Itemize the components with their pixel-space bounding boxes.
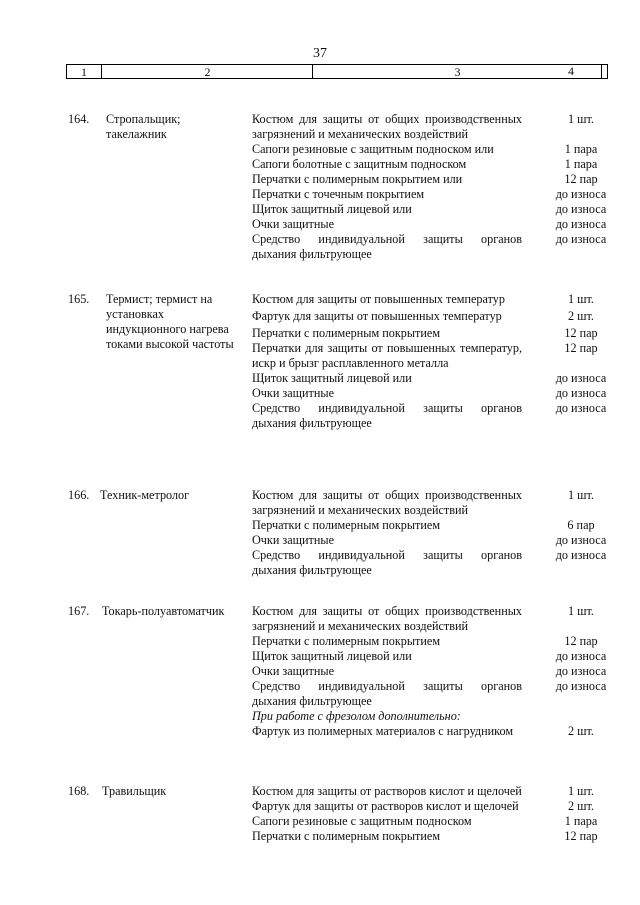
ppe-name: Перчатки с полимерным покрытием bbox=[252, 326, 441, 340]
profession-title: Техник-метролог bbox=[100, 488, 190, 502]
ppe-quantity: до износа bbox=[555, 202, 607, 216]
ppe-quantity: 12 пар bbox=[564, 634, 598, 648]
column-header-4: 4 bbox=[568, 64, 574, 78]
ppe-name: Очки защитные bbox=[252, 664, 334, 678]
ppe-item bbox=[252, 518, 595, 533]
ppe-item bbox=[252, 187, 607, 202]
ppe-quantity: 1 шт. bbox=[568, 488, 594, 502]
ppe-item bbox=[252, 799, 594, 814]
ppe-item bbox=[252, 217, 607, 232]
ppe-name: Костюм для защиты от общих производственных загрязнений и механических воздействий bbox=[252, 488, 522, 517]
ppe-item bbox=[252, 371, 607, 386]
ppe-note bbox=[252, 709, 522, 724]
profession-title: Термист; термист на установках индукционного нагрева токами высокой частоты bbox=[106, 292, 234, 351]
ppe-list bbox=[252, 112, 607, 262]
ppe-name: Фартук для защиты от растворов кислот и щелочей bbox=[252, 799, 519, 813]
ppe-item bbox=[252, 172, 598, 187]
ppe-quantity: 1 шт. bbox=[568, 292, 594, 306]
ppe-name: Средство индивидуальной защиты органов дыхания фильтрующее bbox=[252, 548, 522, 577]
ppe-name: Сапоги болотные с защитным подноском bbox=[252, 157, 467, 171]
ppe-quantity: 12 пар bbox=[564, 326, 598, 340]
ppe-quantity: до износа bbox=[555, 664, 607, 678]
ppe-item bbox=[252, 232, 607, 262]
ppe-note-text: При работе с фрезолом дополнительно: bbox=[252, 709, 461, 723]
ppe-name: Костюм для защиты от растворов кислот и щелочей bbox=[252, 784, 522, 798]
profession-title: Стропальщик; такелажник bbox=[106, 112, 181, 141]
ppe-quantity: до износа bbox=[555, 232, 607, 246]
ppe-name: Костюм для защиты от общих производственных загрязнений и механических воздействий bbox=[252, 112, 522, 141]
ppe-name: Фартук из полимерных материалов с нагрудником bbox=[252, 724, 514, 738]
ppe-quantity: до износа bbox=[555, 386, 607, 400]
ppe-quantity: 1 шт. bbox=[568, 604, 594, 618]
ppe-name: Средство индивидуальной защиты органов дыхания фильтрующее bbox=[252, 232, 522, 261]
ppe-item bbox=[252, 401, 607, 431]
ppe-list bbox=[252, 488, 607, 578]
ppe-name: Щиток защитный лицевой или bbox=[252, 371, 412, 385]
entry-number: 167. bbox=[68, 604, 90, 618]
ppe-quantity: 1 шт. bbox=[568, 112, 594, 126]
ppe-item bbox=[252, 533, 607, 548]
ppe-name: Фартук для защиты от повышенных температур bbox=[252, 309, 502, 323]
ppe-name: Щиток защитный лицевой или bbox=[252, 649, 412, 663]
ppe-quantity: 1 пара bbox=[564, 157, 598, 171]
ppe-item bbox=[252, 604, 594, 634]
ppe-quantity: 1 шт. bbox=[568, 784, 594, 798]
ppe-name: Костюм для защиты от повышенных температур bbox=[252, 292, 505, 306]
ppe-name: Перчатки с точечным покрытием bbox=[252, 187, 425, 201]
ppe-item bbox=[252, 829, 598, 844]
column-header-3: 3 bbox=[312, 65, 602, 78]
ppe-item bbox=[252, 548, 607, 578]
ppe-item bbox=[252, 814, 598, 829]
ppe-item bbox=[252, 634, 598, 649]
ppe-quantity: до износа bbox=[555, 533, 607, 547]
ppe-quantity: 2 шт. bbox=[568, 309, 594, 323]
entry-number: 165. bbox=[68, 292, 90, 306]
column-header-1: 1 bbox=[81, 65, 87, 79]
ppe-quantity: до износа bbox=[555, 217, 607, 231]
ppe-name: Перчатки с полимерным покрытием bbox=[252, 829, 441, 843]
ppe-item bbox=[252, 679, 607, 709]
ppe-quantity: до износа bbox=[555, 187, 607, 201]
ppe-quantity: до износа bbox=[555, 401, 607, 415]
ppe-name: Очки защитные bbox=[252, 533, 334, 547]
ppe-name: Очки защитные bbox=[252, 386, 334, 400]
ppe-quantity: 12 пар bbox=[564, 341, 598, 355]
ppe-quantity: 6 пар bbox=[567, 518, 595, 532]
ppe-item bbox=[252, 292, 594, 307]
ppe-item bbox=[252, 386, 607, 401]
ppe-quantity: 12 пар bbox=[564, 172, 598, 186]
column-header-2: 2 bbox=[101, 65, 313, 78]
ppe-list bbox=[252, 784, 598, 844]
ppe-quantity: 12 пар bbox=[564, 829, 598, 843]
ppe-item bbox=[252, 488, 594, 518]
profession-title: Токарь-полуавтоматчик bbox=[102, 604, 225, 618]
ppe-item bbox=[252, 341, 598, 371]
ppe-name: Средство индивидуальной защиты органов дыхания фильтрующее bbox=[252, 401, 522, 430]
ppe-item bbox=[252, 784, 594, 799]
ppe-item bbox=[252, 649, 607, 664]
ppe-name: Перчатки с полимерным покрытием bbox=[252, 634, 441, 648]
ppe-quantity: 1 пара bbox=[564, 814, 598, 828]
ppe-quantity: 1 пара bbox=[564, 142, 598, 156]
ppe-item bbox=[252, 142, 598, 157]
entry-number: 168. bbox=[68, 784, 90, 798]
ppe-quantity: 2 шт. bbox=[568, 799, 594, 813]
ppe-item bbox=[252, 664, 607, 679]
ppe-list bbox=[252, 604, 607, 739]
ppe-quantity: 2 шт. bbox=[568, 724, 594, 738]
entry-number: 166. bbox=[68, 488, 90, 502]
ppe-quantity: до износа bbox=[555, 649, 607, 663]
ppe-item bbox=[252, 157, 598, 172]
profession-title: Травильщик bbox=[102, 784, 167, 798]
ppe-name: Средство индивидуальной защиты органов дыхания фильтрующее bbox=[252, 679, 522, 708]
ppe-list bbox=[252, 292, 607, 431]
ppe-name: Костюм для защиты от общих производственных загрязнений и механических воздействий bbox=[252, 604, 522, 633]
ppe-item bbox=[252, 724, 594, 739]
ppe-item bbox=[252, 202, 607, 217]
ppe-name: Перчатки с полимерным покрытием bbox=[252, 518, 441, 532]
ppe-item bbox=[252, 326, 598, 341]
ppe-name: Очки защитные bbox=[252, 217, 334, 231]
ppe-quantity: до износа bbox=[555, 679, 607, 693]
ppe-quantity: до износа bbox=[555, 548, 607, 562]
ppe-name: Щиток защитный лицевой или bbox=[252, 202, 412, 216]
ppe-item bbox=[252, 309, 594, 324]
ppe-name: Перчатки для защиты от повышенных температур, искр и брызг расплавленного металла bbox=[252, 341, 522, 370]
ppe-quantity: до износа bbox=[555, 371, 607, 385]
ppe-name: Сапоги резиновые с защитным подноском bbox=[252, 814, 472, 828]
ppe-item bbox=[252, 112, 594, 142]
column-header-row bbox=[66, 64, 608, 79]
ppe-name: Перчатки с полимерным покрытием или bbox=[252, 172, 463, 186]
page-number: 37 bbox=[313, 46, 327, 61]
ppe-name: Сапоги резиновые с защитным подноском или bbox=[252, 142, 494, 156]
entry-number: 164. bbox=[68, 112, 90, 126]
